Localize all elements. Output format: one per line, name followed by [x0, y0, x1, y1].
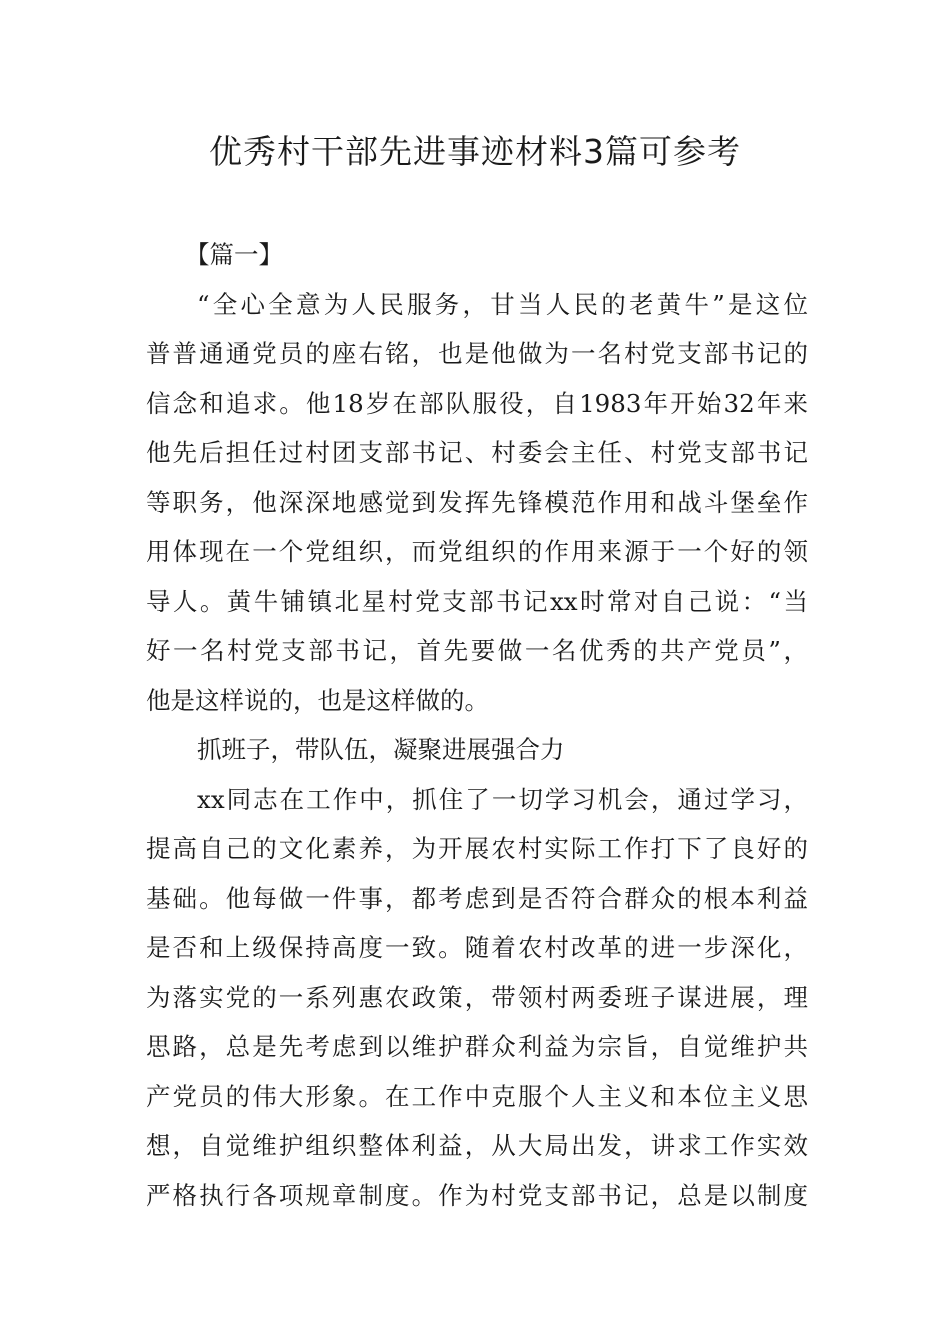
subheading: 抓班子，带队伍，凝聚进展强合力 [197, 735, 565, 764]
paragraph-line: 为落实党的一系列惠农政策，带领村两委班子谋进展，理 [146, 982, 808, 1012]
paragraph-line: 他先后担任过村团支部书记、村委会主任、村党支部书记 [146, 438, 808, 467]
paragraph-line: 等职务，他深深地感觉到发挥先锋模范作用和战斗堡垒作 [146, 487, 808, 517]
paragraph-line: 想，自觉维护组织整体利益，从大局出发，讲求工作实效 [146, 1131, 808, 1160]
paragraph-line: 他是这样说的，也是这样做的。 [146, 685, 489, 715]
paragraph-line: 导人。黄牛铺镇北星村党支部书记xx时常对自己说：“当 [146, 586, 808, 616]
paragraph-line: 普普通通党员的座右铭，也是他做为一名村党支部书记的 [146, 339, 808, 368]
paragraph-line: 产党员的伟大形象。在工作中克服个人主义和本位主义思 [146, 1081, 808, 1111]
paragraph-line: 提高自己的文化素养，为开展农村实际工作打下了良好的 [146, 834, 808, 863]
paragraph-line: 思路，总是先考虑到以维护群众利益为宗旨，自觉维护共 [146, 1032, 808, 1061]
paragraph-line: 严格执行各项规章制度。作为村党支部书记，总是以制度 [146, 1180, 808, 1210]
paragraph-line: 信念和追求。他18岁在部队服役，自1983年开始32年来 [146, 388, 808, 418]
paragraph-line: “全心全意为人民服务，甘当人民的老黄牛”是这位 [197, 289, 808, 319]
paragraph-line: 用体现在一个党组织，而党组织的作用来源于一个好的领 [146, 537, 808, 566]
document-body [146, 230, 808, 1220]
paragraph-line: 好一名村党支部书记，首先要做一名优秀的共产党员”， [146, 636, 808, 665]
section-heading: 【篇一】 [185, 240, 283, 269]
document-title: 优秀村干部先进事迹材料3篇可参考 [209, 132, 741, 171]
paragraph-line: 基础。他每做一件事，都考虑到是否符合群众的根本利益 [146, 883, 808, 913]
paragraph-line: xx同志在工作中，抓住了一切学习机会，通过学习， [197, 784, 808, 814]
paragraph-line: 是否和上级保持高度一致。随着农村改革的进一步深化， [146, 933, 808, 962]
